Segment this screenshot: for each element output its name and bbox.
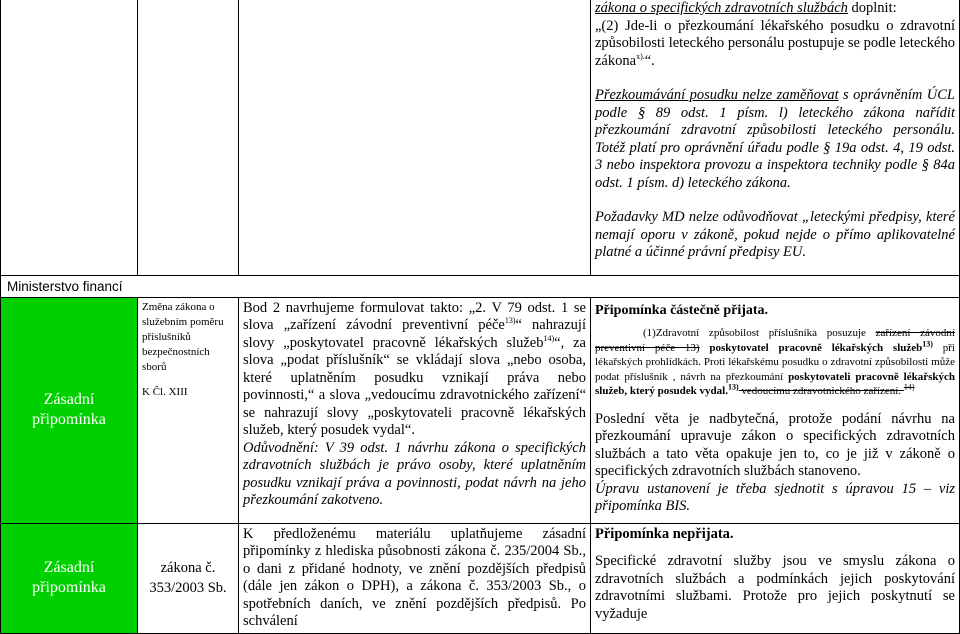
section-cell: zákona č. 353/2003 Sb. [138,523,239,633]
comment-reason: Odůvodnění: V 39 odst. 1 návrhu zákona o specifických zdravotních službách je právo osoby, které uplatněním posudku vznikají práva a povinnosti, podat návrh na jeho přezkoumání zakotveno. [243,439,586,508]
resolution-paragraph-2: Poslední věta je nadbytečná, protože podání návrhu na přezkoumání upravuje zákon o specifických zdravotních službách a tato věta opakuje jen to, co je již v zákoně o specifických zdravotních službách stanoveno. [595,410,955,479]
comment-text-3: “, za slova „podat příslušník“ se vkládají slova „nebo osoba, které uplatněním posudku vznikají práva nebo povinnosti,“ a slova „vedoucímu zdravotnického zařízení“ se nahrazují slovy „poskytovateli pracovně lékařských služeb, který posudek vydal“. [243,334,586,438]
top-p2-sup: x). [636,51,645,61]
comment-cell: K předloženému materiálu uplatňujeme zásadní připomínky z hlediska působnosti zákona č. 235/2004 Sb., o dani z přidané hodnoty, ve znění pozdějších předpisů (dále jen zákon o DPH), a zákona č. 353/2003 Sb., o spotřebních daních, ve znění pozdějších předpisů. Po schválení [239,523,591,633]
comment-text-2: “ nahrazují slovy „poskytovatel pracovně lékařských služeb [243,317,586,351]
section-ref: K Čl. XIII [142,385,188,398]
top-p1-law: zákona o specifických zdravotních službách [595,0,848,16]
top-p2-end: “. [644,52,655,69]
comment-sup-2: 14) [543,333,555,343]
section-title: Změna zákona o služebním poměru příslušníků bezpečnostních sborů [142,300,224,373]
resolution-text-1: (1)Zdravotní způsobilost příslušníka posuzuje [643,327,876,339]
comment-sup-1: 13) [504,316,516,326]
top-p3-underlined: Přezkoumávání posudku nelze zaměňovat [595,87,839,103]
resolution-struck-2: vedoucímu zdravotnického zařízení. [738,385,904,397]
resolution-title: Připomínka částečně přijata. [595,302,769,318]
resolution-sup-2: 13) [727,382,739,392]
continuation-cell [591,0,960,275]
top-p3-body: s oprávněním ÚCL podle § 89 odst. 1 písm. l) leteckého zákona nařídit přezkoumání zdravotní způsobilosti leteckého personálu. Totéž platí pro oprávnění úřadu podle § 19a odst. 4, 19 odst. 3 nebo inspektora provozu a inspektora [595,87,955,173]
ministry-header-row [1,275,960,297]
section-cell [138,297,239,523]
resolution-sup-1: 13) [922,338,933,348]
resolution-cell [591,523,960,633]
comment-type: Zásadní připomínka [1,297,138,523]
comment-text-1: Bod 2 navrhujeme formulovat takto: „2. V 79 odst. 1 se slova „zařízení závodní preventivní péče [243,299,586,333]
resolution-text-2: při lékařských prohlídkách. Proti lékařskému posudku o zdravotní způsobilosti může podat příslušník , návrh na přezkoumání [595,341,955,383]
comment-row [1,297,960,523]
resolution-cell [591,297,960,523]
resolution-text: Specifické zdravotní služby jsou ve smyslu zákona o zdravotních službách a podmínkách jejich poskytování zdravotními službami. Protože pro jejich poskytnutí se vyžaduje [595,553,955,622]
top-p1-rest: doplnit: [847,0,897,16]
top-p4: Požadavky MD nelze odůvodňovat „leteckými předpisy, které nemají oporu v zákoně, pokud nejde o přímo aplikovatelné platné a účinné právní předpisy EU. [595,209,955,260]
comment-cell [239,297,591,523]
resolution-bold-2: poskytovateli pracovně lékařských služeb, který posudek vydal. [595,370,955,397]
resolution-sup-3: 14) [903,382,915,392]
comment-type: Zásadní připomínka [1,523,138,633]
resolution-struck-1: zařízení závodní preventivní péče 13) [595,327,955,354]
continuation-row [1,0,960,275]
ministry-header: Ministerstvo financí [1,275,960,297]
resolution-title: Připomínka nepřijata. [595,525,734,542]
resolution-paragraph-3: Úpravu ustanovení je třeba sjednotit s úpravou 15 – viz připomínka BIS. [595,480,955,514]
top-p2: „(2) Jde-li o přezkoumání lékařského posudku o zdravotní způsobilosti leteckého personálu postupuje se podle leteckého zákona [595,17,955,69]
top-p3-end: techniky podle § 84a odst. 1 písm. d) leteckého zákona. [595,157,955,191]
resolution-bold-1: poskytovatel pracovně lékařských služeb [699,341,923,354]
comment-row [1,523,960,633]
